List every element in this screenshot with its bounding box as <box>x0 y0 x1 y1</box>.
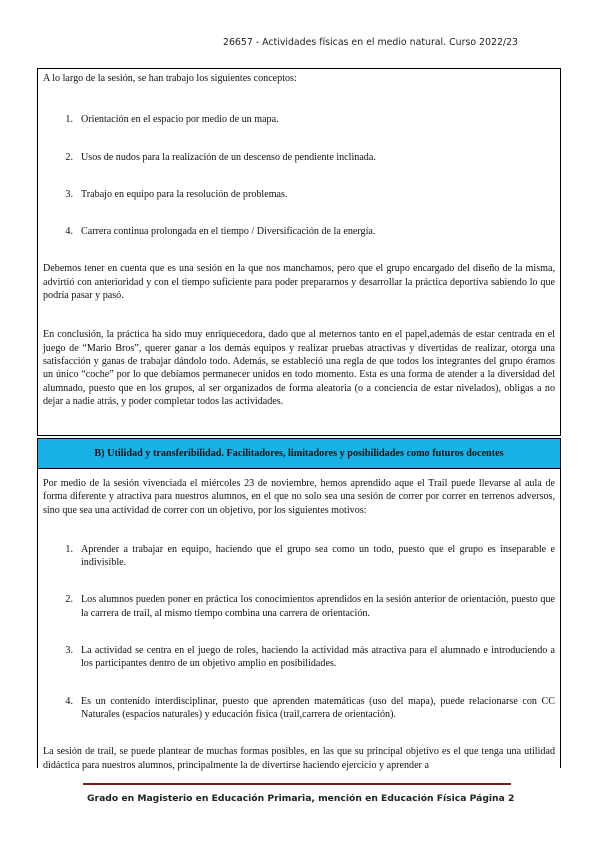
page-footer: Grado en Magisterio en Educación Primaria, mención en Educación Física Página 2 <box>87 793 515 804</box>
list-item-number: 3. <box>65 188 73 200</box>
list-item-number: 3. <box>65 645 73 657</box>
list-item <box>43 225 555 238</box>
section-b-title: B) Utilidad y transferibilidad. Facilitadores, limitadores y posibilidades como futuros docentes <box>38 439 560 469</box>
list-item-text: Orientación en el espacio por medio de un mapa. <box>81 114 279 126</box>
concepts-list <box>43 113 555 238</box>
section-a-paragraph-1: Debemos tener en cuenta que es una sesión en la que nos manchamos, pero que el grupo encargado del diseño de la misma, advirtió con anterioridad y con el tiempo suficiente para poder prepararnos y desarrollar la práctica deportiva sabiendo lo que podría pasar y pasó. <box>43 263 555 302</box>
section-b-box <box>37 438 561 771</box>
section-b-closing: La sesión de trail, se puede plantear de muchas formas posibles, en las que su principal objetivo es el que tenga una utilidad didáctica para nuestros alumnos, principalmente la de divertirse haciendo ejercicio y aprender a <box>43 746 555 771</box>
list-item <box>43 188 555 201</box>
list-item <box>43 644 555 671</box>
list-item-number: 1. <box>65 543 73 555</box>
list-item <box>43 593 555 620</box>
page-header: 26657 - Actividades físicas en el medio natural. Curso 2022/23 <box>222 37 518 48</box>
list-item <box>43 113 555 126</box>
list-item-text: Usos de nudos para la realización de un descenso de pendiente inclinada. <box>81 151 376 163</box>
list-item-number: 2. <box>65 594 73 606</box>
footer-divider <box>83 783 511 785</box>
list-item-text: La actividad se centra en el juego de roles, haciendo la actividad más atractiva para el alumnado e introduciendo a los participantes dentro de un objetivo amplio en posibilidades. <box>81 645 555 670</box>
list-item-text: Es un contenido interdisciplinar, puesto que aprenden matemáticas (uso del mapa), puede relacionarse con CC Naturales (espacios naturales) y educación física (trail,carrera de orientación). <box>81 695 555 720</box>
list-item-text: Aprender a trabajar en equipo, haciendo que el grupo sea como un todo, puesto que el grupo es inseparable e indivisible. <box>81 543 555 569</box>
list-item-number: 4. <box>65 695 73 707</box>
section-a-box <box>37 68 561 436</box>
section-a-intro: A lo largo de la sesión, se han trabajo los siguientes conceptos: <box>43 73 297 84</box>
list-item-text: Trabajo en equipo para la resolución de problemas. <box>81 188 288 200</box>
list-item-number: 4. <box>65 226 73 238</box>
list-item <box>43 543 555 570</box>
list-item <box>43 151 555 164</box>
list-item-text: Carrera continua prolongada en el tiempo / Diversificación de la energía. <box>81 226 376 238</box>
list-item-number: 1. <box>65 114 73 126</box>
section-a-paragraph-2: En conclusión, la práctica ha sido muy enriquecedora, dado que al meternos tanto en el papel,además de estar centrada en el juego de “Mario Bros”, querer ganar a los demás equipos y realizar pruebas atractivas y divertidas de realizar, otorga una satisfacción y ganas de trabajar dándolo todo. Además, se estableció una regla de que todos los integrantes del grupo éramos un único “coche” por lo que debíamos permanecer unidos en todo momento. Esta es una forma de atender a la diversidad del alumnado, puesto que en los grupos, al ser organizados de forma aleatoria (o a conciencia de estar nivelados), obligas a no dejar a nadie atrás, y poder completar todos las actividades. <box>43 329 555 407</box>
section-b-intro: Por medio de la sesión vivenciada el miércoles 23 de noviembre, hemos aprendido aque el Trail puede llevarse al aula de forma diferente y atractiva para nuestros alumnos, en el que no solo sea una sesión de correr por correr en terrenos adversos, sino que sea una actividad de correr con un objetivo, por los siguientes motivos: <box>43 478 555 516</box>
list-item-text: Los alumnos pueden poner en práctica los conocimientos aprendidos en la sesión anterior de orientación, puesto que la carrera de trail, al mismo tiempo combina una carrera de orientación. <box>81 594 555 619</box>
list-item <box>43 695 555 722</box>
reasons-list <box>43 543 555 721</box>
list-item-number: 2. <box>65 151 73 163</box>
